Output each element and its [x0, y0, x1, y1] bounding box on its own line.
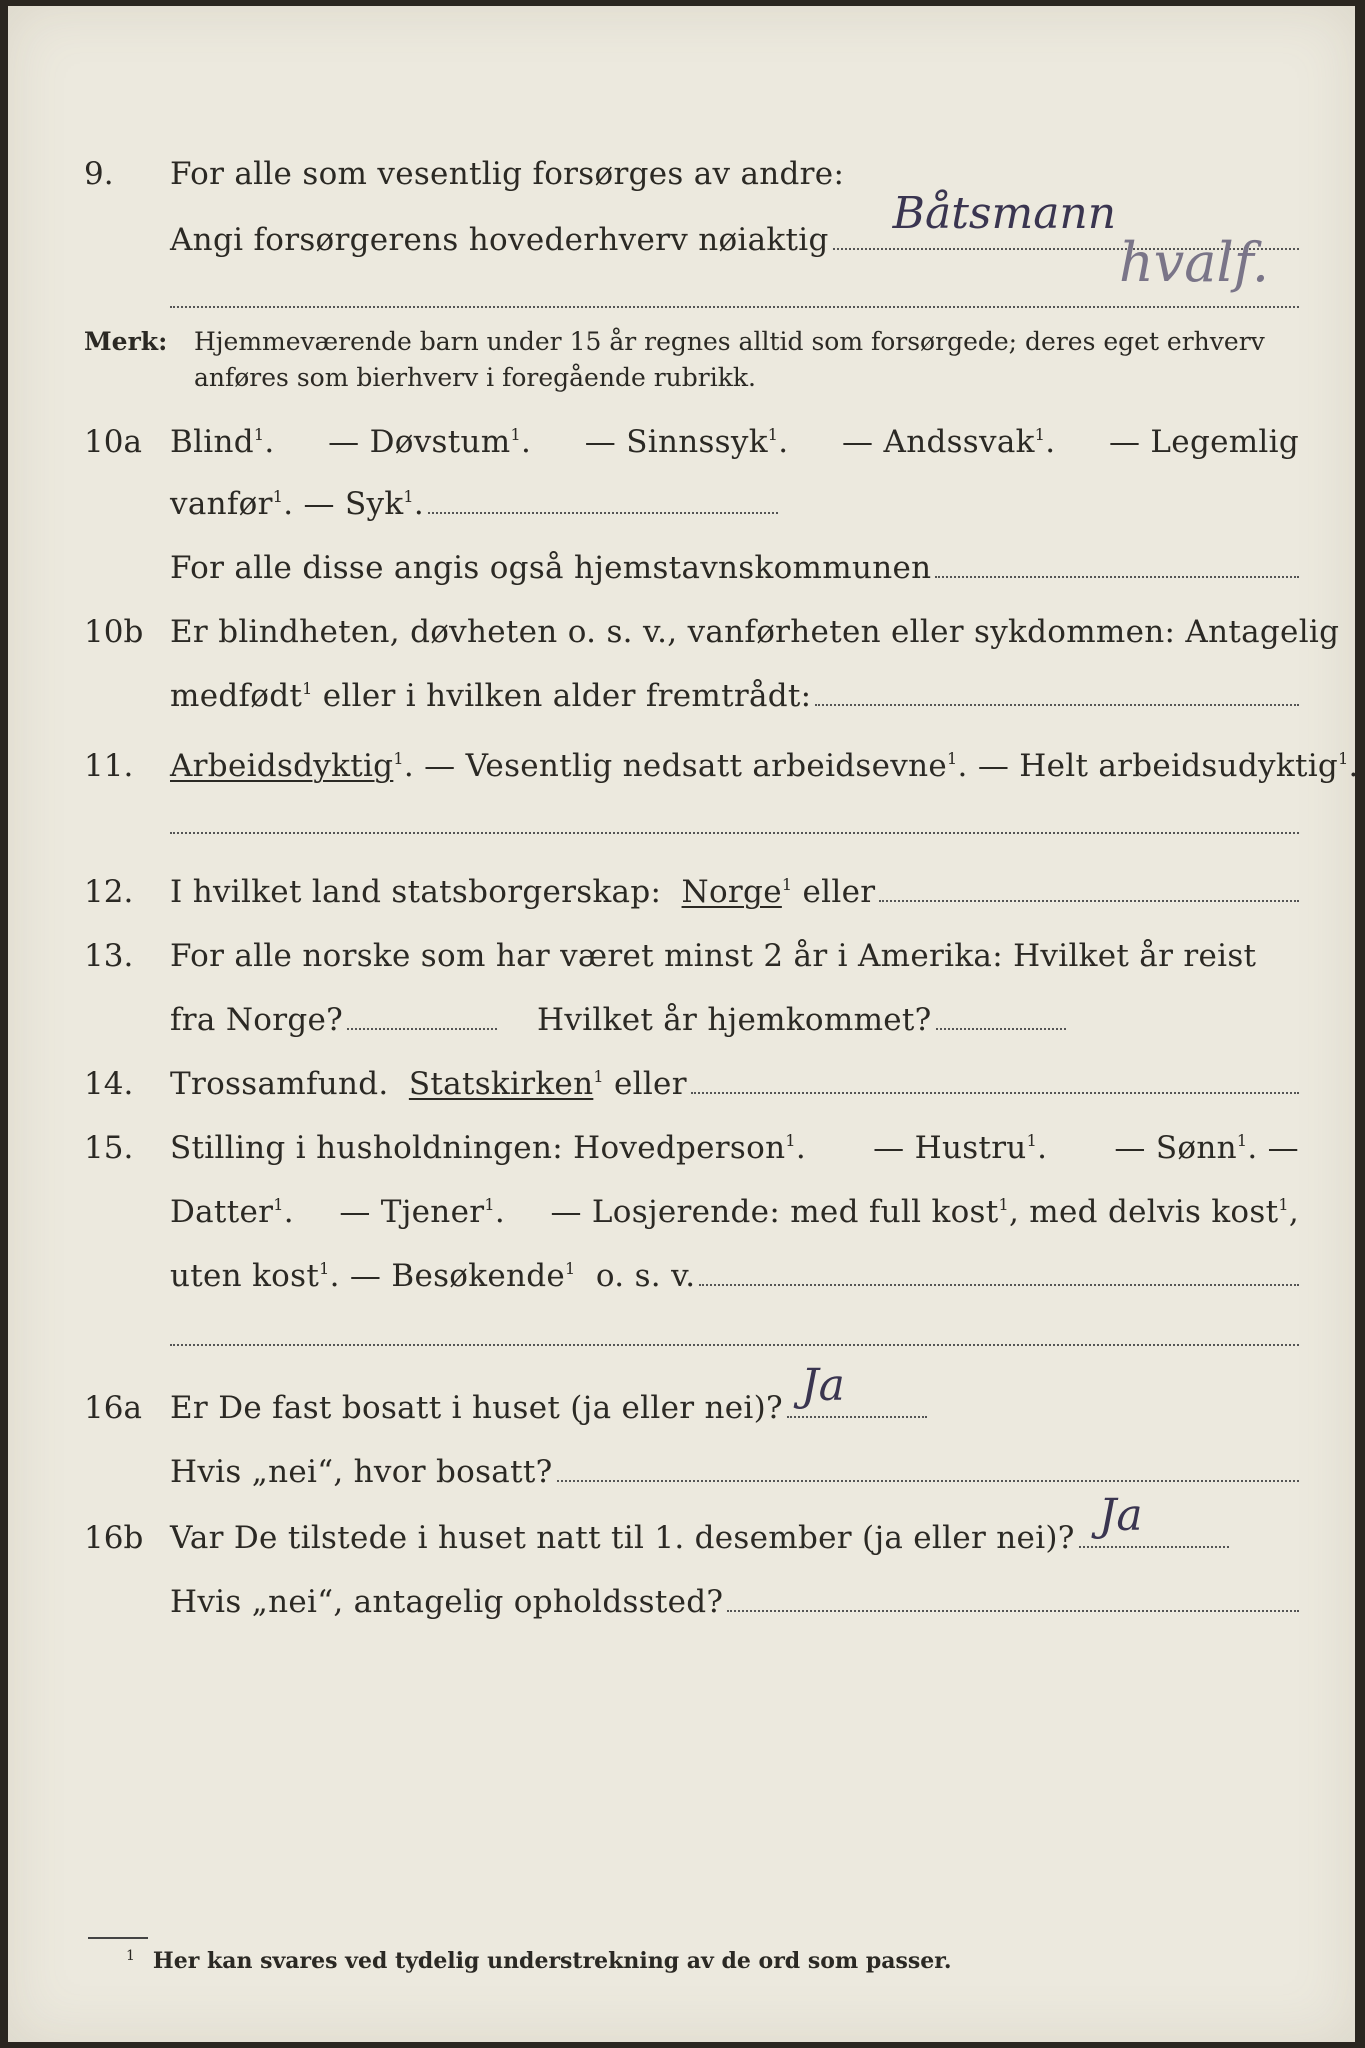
- q10a-line2: [8, 478, 1355, 530]
- q13-reist-field[interactable]: [347, 998, 497, 1030]
- q10a-opt-blind[interactable]: Blind$^1$.: [170, 424, 275, 460]
- q16a-line1: [8, 1360, 1355, 1434]
- q16b-opphold-field[interactable]: [727, 1580, 1299, 1612]
- q15-number: 15.: [84, 1130, 134, 1166]
- q15-opt-hustru[interactable]: — Hustru$^1$.: [873, 1130, 1048, 1166]
- q11-opt-arbeidsdyktig[interactable]: Arbeidsdyktig$^1$.: [170, 748, 425, 784]
- q9-question: Angi forsørgerens hovederhverv nøiaktig: [170, 222, 829, 258]
- q15-line2: [8, 1186, 1355, 1238]
- q10b-alder-label: eller i hvilken alder fremtrådt:: [322, 678, 812, 714]
- q12-eller: eller: [802, 874, 876, 910]
- q12-prompt: I hvilket land statsborgerskap:: [170, 874, 662, 910]
- q13-hjemkommet-field[interactable]: [936, 998, 1066, 1030]
- q14-prompt: Trossamfund.: [170, 1066, 389, 1102]
- q15-extra-line: [170, 1344, 1299, 1346]
- q16b-line2: [8, 1576, 1355, 1628]
- q10b-alder-field[interactable]: [815, 674, 1299, 706]
- q10b-number: 10b: [84, 614, 144, 650]
- merk-line1: Hjemmeværende barn under 15 år regnes alltid som forsørgede; deres eget erhverv: [194, 327, 1265, 356]
- q12-opt-norge[interactable]: Norge$^1$: [681, 874, 793, 910]
- q13-line1: [8, 930, 1355, 982]
- q10a-hjemstavn-label: For alle disse angis også hjemstavnskommunen: [170, 550, 932, 586]
- q14-line1: [8, 1058, 1355, 1110]
- q15-opt-datter[interactable]: Datter$^1$.: [170, 1194, 294, 1230]
- q14-opt-statskirken[interactable]: Statskirken$^1$: [408, 1066, 604, 1102]
- census-form-page: [8, 6, 1359, 2042]
- q11-extra-line: [170, 832, 1299, 834]
- q16b-number: 16b: [84, 1520, 144, 1556]
- q10a-line3: [8, 542, 1355, 594]
- q16a-line2: [8, 1446, 1355, 1498]
- q9-number: 9.: [84, 156, 114, 192]
- q16b-opphold-label: Hvis „nei“, antagelig opholdssted?: [170, 1584, 724, 1620]
- q14-field[interactable]: [691, 1062, 1299, 1094]
- q10a-opt-andssvak[interactable]: — Andssvak$^1$.: [842, 424, 1056, 460]
- q9-pencil-note: hvalf.: [1119, 231, 1269, 294]
- q16b-prompt: Var De tilstede i huset natt til 1. desember (ja eller nei)?: [170, 1520, 1075, 1556]
- q15-opt-full-kost[interactable]: — Losjerende: med full kost$^1$, med delvis kost$^1$,: [550, 1194, 1299, 1230]
- q10a-syk-field[interactable]: [428, 482, 778, 514]
- q15-line3: [8, 1250, 1355, 1302]
- footnote-mark: 1: [126, 1948, 135, 1964]
- footnote: [126, 1948, 951, 1974]
- q10a-opt-vanfor[interactable]: vanfør$^1$.: [170, 486, 304, 522]
- q10b-line1: [8, 606, 1355, 658]
- q13-hjemkommet-label: Hvilket år hjemkommet?: [537, 1002, 932, 1038]
- q12-number: 12.: [84, 874, 134, 910]
- q15-field[interactable]: [699, 1254, 1299, 1286]
- q11-number: 11.: [84, 748, 134, 784]
- q10b-opt-medfodt[interactable]: medfødt$^1$: [170, 678, 313, 714]
- q10a-opt-syk[interactable]: — Syk$^1$.: [303, 486, 425, 522]
- q16a-number: 16a: [84, 1390, 142, 1426]
- q15-line1: [8, 1122, 1355, 1174]
- q10b-prompt: Er blindheten, døvheten o. s. v., vanførheten eller sykdommen: Antagelig: [170, 614, 1340, 650]
- q13-prompt: For alle norske som har været minst 2 år i Amerika: Hvilket år reist: [170, 938, 1257, 974]
- q16a-bosatt-label: Hvis „nei“, hvor bosatt?: [170, 1454, 553, 1490]
- q16a-bosatt-field[interactable]: [557, 1450, 1299, 1482]
- q9-line1: [8, 148, 1355, 200]
- q11-opt-udyktig[interactable]: — Helt arbeidsudyktig$^1$.: [977, 748, 1359, 784]
- q16a-prompt: Er De fast bosatt i huset (ja eller nei)?: [170, 1390, 783, 1426]
- q12-field[interactable]: [879, 870, 1299, 902]
- footnote-text: Her kan svares ved tydelig understrekning av de ord som passer.: [152, 1948, 952, 1974]
- q14-number: 14.: [84, 1066, 134, 1102]
- q13-number: 13.: [84, 938, 134, 974]
- q16a-answer-field[interactable]: [787, 1360, 927, 1418]
- footnote-rule: [88, 1937, 148, 1939]
- q16b-line1: [8, 1490, 1355, 1564]
- q14-eller: eller: [613, 1066, 687, 1102]
- q12-line1: [8, 866, 1355, 918]
- q9-handwritten-answer: Båtsmann: [892, 188, 1117, 239]
- q15-opt-sonn[interactable]: — Sønn$^1$. —: [1114, 1130, 1299, 1166]
- q15-opt-hovedperson[interactable]: Stilling i husholdningen: Hovedperson$^1$.: [170, 1130, 806, 1166]
- q16b-handwritten-answer: Ja: [1098, 1490, 1143, 1541]
- q10b-line2: [8, 670, 1355, 722]
- q9-prompt: For alle som vesentlig forsørges av andre:: [170, 156, 845, 192]
- q10a-number: 10a: [84, 424, 142, 460]
- q16b-answer-field[interactable]: [1079, 1490, 1229, 1548]
- q16a-handwritten-answer: Ja: [800, 1360, 845, 1411]
- merk-line2: anføres som bierhverv i foregående rubrikk.: [194, 363, 756, 392]
- q15-osv: o. s. v.: [595, 1258, 696, 1294]
- q10a-opt-legemlig[interactable]: — Legemlig: [1108, 424, 1299, 460]
- q15-opt-tjener[interactable]: — Tjener$^1$.: [339, 1194, 505, 1230]
- q11-line1: [8, 740, 1359, 792]
- q11-opt-nedsatt[interactable]: — Vesentlig nedsatt arbeidsevne$^1$.: [424, 748, 978, 784]
- q15-opt-uten-kost[interactable]: uten kost$^1$.: [170, 1258, 350, 1294]
- q10a-opt-sinnssyk[interactable]: — Sinnssyk$^1$.: [584, 424, 789, 460]
- q10a-opt-dovstum[interactable]: — Døvstum$^1$.: [328, 424, 532, 460]
- q10a-hjemstavn-field[interactable]: [935, 546, 1299, 578]
- q15-opt-besokende[interactable]: — Besøkende$^1$: [349, 1258, 576, 1294]
- merk-label: Merk:: [84, 327, 168, 356]
- q13-line2: [8, 994, 1355, 1046]
- q10a-line1: [8, 416, 1355, 468]
- q13-reist-label: fra Norge?: [170, 1002, 344, 1038]
